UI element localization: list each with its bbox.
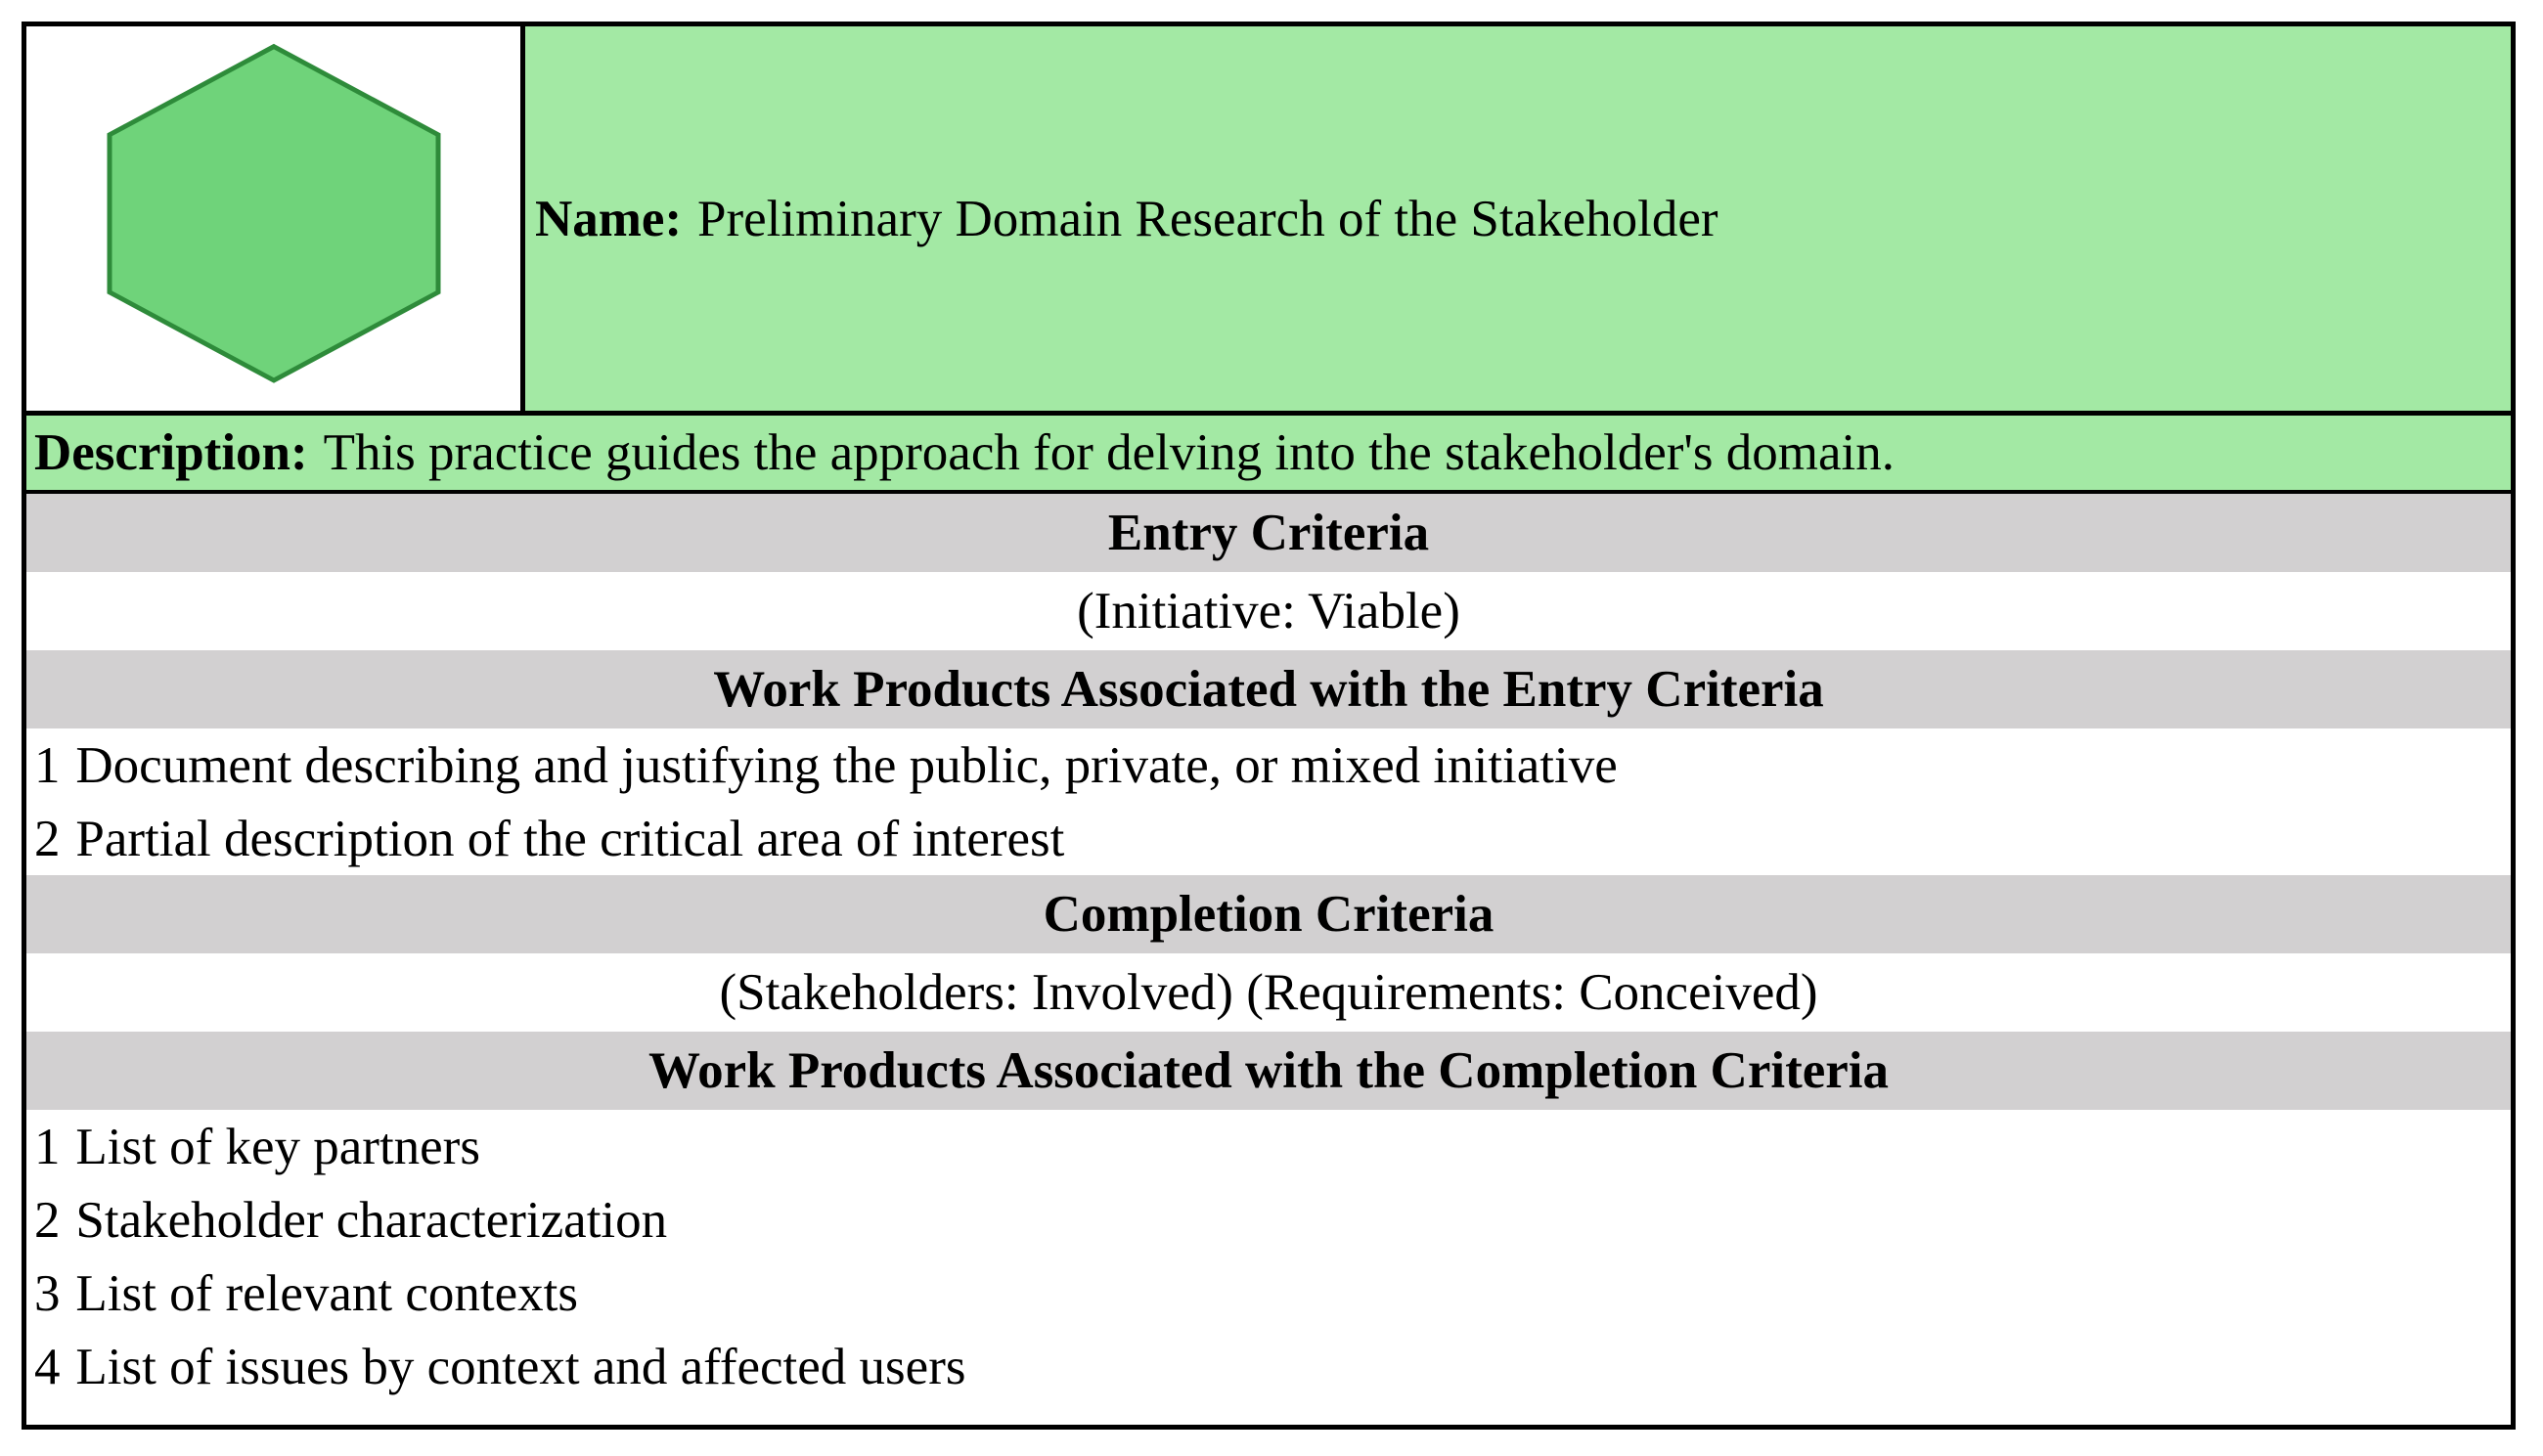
name-label: Name:	[535, 190, 683, 247]
description-value: This practice guides the approach for delving into the stakeholder's domain.	[323, 424, 1896, 481]
description-label: Description:	[34, 424, 308, 481]
list-item-number: 1	[34, 1118, 61, 1175]
list-item-text: List of key partners	[75, 1118, 480, 1175]
list-item	[26, 802, 2511, 875]
list-item-text: List of relevant contexts	[75, 1264, 579, 1322]
completion-criteria-heading: Completion Criteria	[26, 875, 2511, 953]
header-row	[26, 26, 2511, 416]
entry-work-products-heading: Work Products Associated with the Entry Criteria	[26, 650, 2511, 728]
entry-criteria-heading: Entry Criteria	[26, 494, 2511, 572]
list-item-text: Partial description of the critical area of interest	[75, 810, 1065, 867]
list-item-number: 3	[34, 1264, 61, 1322]
list-item-number: 1	[34, 736, 61, 794]
list-item-text: Document describing and justifying the public, private, or mixed initiative	[75, 736, 1618, 794]
completion-work-products-heading: Work Products Associated with the Completion Criteria	[26, 1032, 2511, 1110]
list-item	[26, 1257, 2511, 1330]
list-item-number: 2	[34, 1191, 61, 1249]
completion-criteria-value: (Stakeholders: Involved) (Requirements: Conceived)	[26, 953, 2511, 1032]
practice-card	[22, 22, 2516, 1430]
icon-cell	[26, 26, 525, 411]
list-item	[26, 1183, 2511, 1257]
list-item-text: Stakeholder characterization	[75, 1191, 668, 1249]
entry-criteria-value: (Initiative: Viable)	[26, 572, 2511, 650]
name-value: Preliminary Domain Research of the Stakeholder	[697, 190, 1718, 247]
name-cell	[525, 26, 2511, 411]
hexagon-icon	[98, 43, 450, 395]
list-item-text: List of issues by context and affected users	[75, 1338, 966, 1395]
list-item-number: 4	[34, 1338, 61, 1395]
list-item	[26, 728, 2511, 802]
list-item	[26, 1330, 2511, 1403]
description-row	[26, 416, 2511, 494]
list-item	[26, 1110, 2511, 1183]
list-item-number: 2	[34, 810, 61, 867]
